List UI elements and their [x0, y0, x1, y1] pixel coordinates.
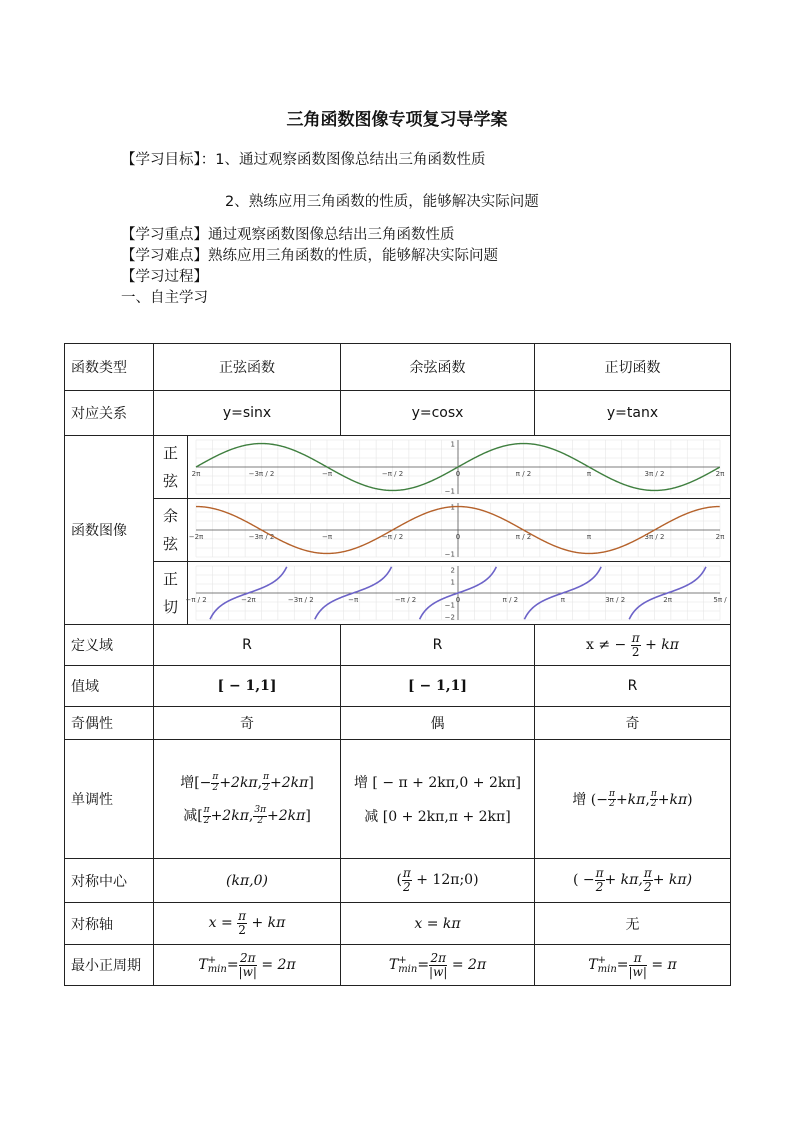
frac-den: 2: [257, 815, 264, 826]
period-eq: =: [417, 957, 430, 973]
cos-y-tick: −1: [444, 550, 455, 559]
tan-tag: [154, 562, 188, 624]
frac: [595, 867, 605, 893]
graph-row-sin: [154, 436, 730, 499]
tan-tag-1: 正: [162, 570, 178, 588]
period-val: = 2π: [261, 957, 296, 973]
sin-x-tick: 0: [455, 470, 461, 478]
parity-cos: 偶: [341, 707, 535, 740]
tan-x-tick: π / 2: [502, 596, 519, 604]
frac-den: 2: [650, 799, 657, 810]
domain-tan-prefix: x ≠ −: [586, 637, 627, 653]
center-tan-mid: + kπ,: [604, 872, 643, 889]
frac: [203, 806, 211, 826]
parity-tan: 奇: [535, 707, 731, 740]
period-sub: min: [207, 964, 227, 975]
frac-den: |w|: [429, 964, 448, 979]
tan-y-tick: −2: [444, 613, 455, 622]
frac-num: π: [595, 866, 604, 881]
center-tan: [535, 859, 731, 903]
axis-label: 对称轴: [65, 903, 154, 945]
frac: [429, 952, 447, 978]
properties-table: [64, 343, 731, 986]
period-sin: [154, 945, 341, 986]
period-label: 最小正周期: [65, 945, 154, 986]
frac-den: 2: [643, 880, 652, 894]
axis-cos: x = kπ: [341, 903, 535, 945]
axis-sin-pre: x =: [208, 915, 233, 932]
sin-x-tick: π: [586, 470, 592, 478]
monotonic-label: 单调性: [65, 740, 154, 859]
monotonic-sin: [154, 740, 341, 859]
tan-tag-2: 切: [162, 598, 178, 616]
center-cos: ( $\frac{\pi}{2}$ + 12π;0): [341, 859, 535, 903]
cos-tag-2: 弦: [162, 535, 178, 553]
frac-num: π: [629, 952, 647, 966]
period-eq: =: [226, 957, 239, 973]
frac-num: π: [402, 866, 411, 881]
cos-x-tick: 0: [455, 533, 461, 541]
frac: [650, 790, 658, 810]
sin-x-tick: 3π / 2: [644, 470, 665, 478]
tan-y-tick: −1: [444, 601, 455, 610]
frac-den: 2: [212, 782, 219, 793]
tan-x-tick: 5π /: [713, 596, 727, 604]
cos-x-tick: π / 2: [515, 533, 532, 541]
period-sup: +: [597, 955, 607, 966]
frac-num: π: [212, 772, 219, 783]
frac: [643, 867, 653, 893]
period-T: T: [198, 957, 208, 973]
sin-increase: 增[− $\frac{\pi}{2}$ +2kπ, $\frac{\pi}{2}$ +2kπ]: [180, 772, 314, 793]
mapping-tan: y=tanx: [535, 391, 731, 436]
row-header: [65, 344, 731, 391]
sin-x-tick: −3π / 2: [248, 470, 275, 478]
dec-word: 减: [183, 808, 198, 824]
cos-x-tick: 3π / 2: [644, 533, 665, 541]
tan-x-tick: −π / 2: [185, 596, 207, 604]
cos-x-tick: 2π: [715, 533, 725, 541]
tan-y-tick: 2: [450, 566, 455, 575]
frac-num: π: [643, 866, 652, 881]
page-title: 三角函数图像专项复习导学案: [286, 110, 508, 130]
cos-tag: [154, 499, 188, 561]
sin-x-tick: 2π: [191, 470, 201, 478]
frac-num: π: [203, 805, 210, 816]
center-cos-suffix: + 12π;0): [416, 872, 479, 889]
sin-x-tick: 2π: [715, 470, 725, 478]
frac-den: |w|: [238, 964, 257, 979]
period-eq: =: [616, 957, 629, 973]
graph-label: 函数图像: [65, 436, 154, 625]
frac-den: 2: [403, 880, 411, 894]
term: +kπ: [657, 791, 688, 808]
sin-tag-2: 弦: [162, 472, 178, 490]
frac-den: |w|: [628, 964, 647, 979]
range-label: 值域: [65, 666, 154, 707]
period-supsub: [398, 956, 417, 974]
tan-x-tick: −3π / 2: [287, 596, 314, 604]
sin-decrease: 减[ $\frac{\pi}{2}$ +2kπ, $\frac{3\pi}{2}$ +2kπ]: [183, 805, 311, 826]
row-mapping: [65, 391, 731, 436]
sin-graph: [188, 436, 728, 498]
cos-tag-1: 余: [162, 507, 178, 525]
frac-num: π: [238, 909, 247, 924]
cos-x-tick: −2π: [188, 533, 204, 541]
range-tan: R: [535, 666, 731, 707]
sin-x-tick: −π: [321, 470, 333, 478]
tan-x-tick: −π: [348, 596, 359, 604]
tan-x-tick: −2π: [241, 596, 256, 604]
frac: [262, 773, 270, 793]
term: +2kπ: [267, 808, 306, 824]
period-supsub: [208, 956, 227, 974]
objectives-line-1: [121, 148, 485, 169]
center-tan-pre: ( −: [572, 872, 595, 889]
row-monotonic: [65, 740, 731, 859]
domain-cos: R: [341, 625, 535, 666]
domain-tan: [535, 625, 731, 666]
sin-y-tick: 1: [450, 440, 455, 449]
cos-y-tick: 1: [450, 503, 455, 512]
frac-num: 2π: [239, 950, 256, 965]
axis-sin: [154, 903, 341, 945]
range-sin: [ − 1,1]: [154, 666, 341, 707]
frac-den: 2: [238, 923, 246, 937]
process-label: 【学习过程】: [121, 269, 208, 285]
tan-x-tick: 2π: [663, 596, 672, 604]
range-cos: [ − 1,1]: [341, 666, 535, 707]
term: +2kπ: [270, 775, 309, 792]
objective-2: 2、熟练应用三角函数的性质，能够解决实际问题: [225, 194, 539, 210]
row-center: [65, 859, 731, 903]
parity-sin: 奇: [154, 707, 341, 740]
graph-wrap: [154, 436, 730, 624]
cos-x-tick: −π / 2: [381, 533, 404, 541]
frac-den: 2: [263, 782, 269, 793]
header-label: 函数类型: [65, 344, 154, 391]
difficulty-label: 【学习难点】: [121, 248, 208, 264]
period-supsub: [598, 956, 617, 974]
difficulty-text: 熟练应用三角函数的性质，能够解决实际问题: [208, 248, 498, 264]
graph-cell: [154, 436, 731, 625]
key-point-text: 通过观察函数图像总结出三角函数性质: [208, 227, 455, 243]
period-tan: [535, 945, 731, 986]
center-tan-post: + kπ): [652, 872, 693, 889]
row-axis: [65, 903, 731, 945]
sin-tag: [154, 436, 188, 498]
frac: [253, 806, 267, 826]
frac: [608, 790, 616, 810]
graph-row-tan: [154, 562, 730, 624]
term: +2kπ: [219, 775, 258, 792]
mapping-label: 对应关系: [65, 391, 154, 436]
frac: [629, 952, 647, 978]
period-val: = 2π: [451, 957, 487, 973]
center-label: 对称中心: [65, 859, 154, 903]
key-point-line: [121, 223, 455, 244]
frac-den: 2: [595, 880, 604, 894]
frac-num: π: [263, 772, 270, 783]
period-sub: min: [597, 964, 617, 975]
frac-num: 2π: [430, 950, 446, 965]
frac-num: π: [650, 788, 657, 799]
monotonic-tan: 增 (− $\frac{\pi}{2}$ +kπ, $\frac{\pi}{2}$ +kπ): [535, 740, 731, 859]
tan-x-tick: π: [560, 596, 565, 604]
frac-num: π: [609, 788, 615, 799]
cos-increase: 增 [ − π + 2kπ,0 + 2kπ]: [353, 775, 521, 791]
period-cos: [341, 945, 535, 986]
parity-label: 奇偶性: [65, 707, 154, 740]
monotonic-cos: [341, 740, 535, 859]
frac-den: 2: [203, 815, 210, 826]
header-sin: 正弦函数: [154, 344, 341, 391]
inc-word: 增: [180, 775, 195, 792]
tan-y-tick: 1: [450, 578, 455, 587]
cos-decrease: 减 [0 + 2kπ,π + 2kπ]: [364, 809, 511, 825]
axis-sin-post: + kπ: [251, 915, 286, 932]
tan-x-tick: 3π / 2: [605, 596, 626, 604]
tan-inc-word: 增: [572, 791, 587, 808]
mapping-sin: y=sinx: [154, 391, 341, 436]
sin-x-tick: π / 2: [515, 470, 532, 478]
period-sup: +: [398, 955, 407, 966]
row-range: [65, 666, 731, 707]
axis-tan: 无: [535, 903, 731, 945]
sin-tag-1: 正: [162, 444, 178, 462]
period-T: T: [588, 957, 598, 973]
key-point-label: 【学习重点】: [121, 227, 208, 243]
tan-x-tick: 0: [455, 596, 461, 604]
center-sin: (kπ,0): [154, 859, 341, 903]
cos-x-tick: π: [586, 533, 592, 541]
cos-x-tick: −π: [321, 533, 333, 541]
period-sup: +: [207, 955, 217, 966]
graph-row-cos: [154, 499, 730, 562]
domain-label: 定义域: [65, 625, 154, 666]
period-sub: min: [398, 964, 418, 975]
domain-sin: R: [154, 625, 341, 666]
frac-den: 2: [631, 644, 640, 659]
section-heading: 一、自主学习: [121, 290, 208, 306]
frac: [402, 867, 412, 893]
header-tan: 正切函数: [535, 344, 731, 391]
frac-num: 3π: [254, 805, 267, 816]
cos-graph: [188, 499, 728, 561]
row-domain: [65, 625, 731, 666]
row-graph: [65, 436, 731, 625]
row-period: [65, 945, 731, 986]
difficulty-line: [121, 244, 498, 265]
period-val: = π: [651, 957, 677, 973]
period-T: T: [388, 957, 399, 973]
domain-tan-frac: [631, 632, 641, 658]
frac-num: π: [631, 630, 640, 645]
domain-tan-suffix: + kπ: [645, 637, 679, 653]
frac: [239, 952, 257, 978]
header-cos: 余弦函数: [341, 344, 535, 391]
tan-x-tick: −π / 2: [394, 596, 417, 604]
frac: [237, 910, 247, 936]
tan-graph: [185, 562, 728, 624]
cos-x-tick: −3π / 2: [248, 533, 275, 541]
term: +2kπ: [210, 808, 249, 824]
row-parity: [65, 707, 731, 740]
term: +kπ: [615, 791, 646, 808]
mapping-cos: y=cosx: [341, 391, 535, 436]
objective-1: 1、通过观察函数图像总结出三角函数性质: [215, 152, 486, 168]
objectives-label: 【学习目标】：: [121, 152, 216, 168]
frac-den: 2: [609, 799, 615, 810]
sin-x-tick: −π / 2: [381, 470, 404, 478]
sin-y-tick: −1: [444, 487, 455, 496]
